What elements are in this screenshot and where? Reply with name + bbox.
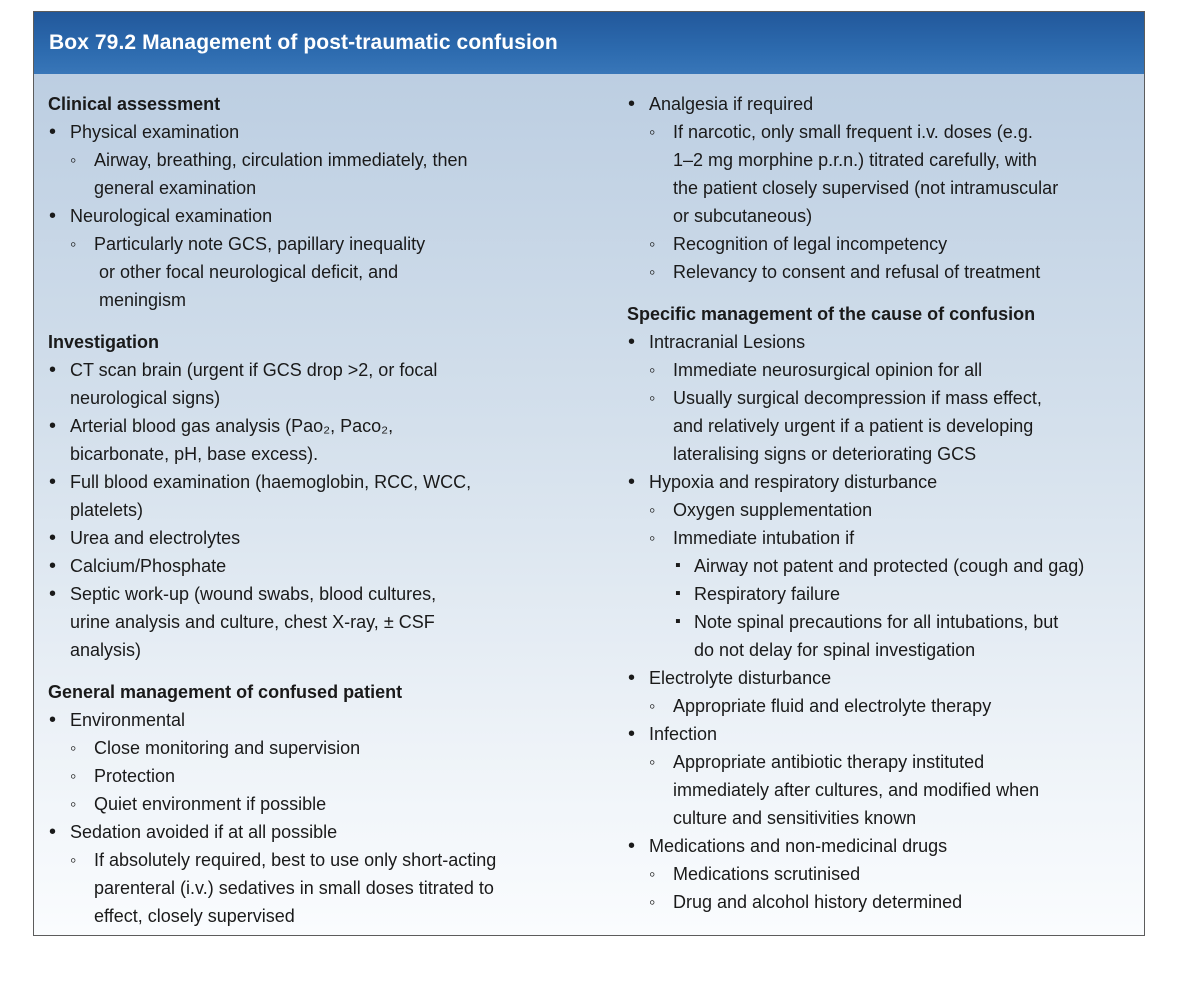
list-item: • Calcium/Phosphate [48, 552, 608, 580]
sub-list-item: ◦ Immediate neurosurgical opinion for all [627, 356, 1142, 384]
sub-list-item-continuation: or other focal neurological deficit, and [99, 262, 399, 282]
list-item: • Hypoxia and respiratory disturbance [627, 468, 1142, 496]
section-heading-specific-management: Specific management of the cause of confusion [627, 304, 1036, 324]
list-item-continuation: platelets) [70, 500, 144, 520]
sub-list-item-continuation: immediately after cultures, and modified when [673, 780, 1040, 800]
list-item: • Septic work-up (wound swabs, blood cultures, [48, 580, 608, 608]
list-item: • Medications and non-medicinal drugs [627, 832, 1142, 860]
list-item-continuation: analysis) [70, 640, 142, 660]
sub-list-item-continuation: culture and sensitivities known [673, 808, 917, 828]
list-item: • CT scan brain (urgent if GCS drop >2, or focal [48, 356, 608, 384]
section-heading-investigation: Investigation [48, 332, 160, 352]
list-item: • Neurological examination [48, 202, 608, 230]
sub-list-item-continuation: effect, closely supervised [94, 906, 295, 926]
sub-list-item-continuation: meningism [99, 290, 187, 310]
sub-list-item-continuation: and relatively urgent if a patient is developing [673, 416, 1034, 436]
right-column [627, 90, 1142, 916]
sub-list-item: ◦ Oxygen supplementation [627, 496, 1142, 524]
sub-list-item: ◦ Close monitoring and supervision [48, 734, 608, 762]
section-heading-general-management: General management of confused patient [48, 682, 403, 702]
sub-sub-list-item: ▪ Respiratory failure [627, 580, 1142, 608]
sub-sub-list-item: ▪ Note spinal precautions for all intubations, but [627, 608, 1142, 636]
sub-sub-list-item-continuation: do not delay for spinal investigation [694, 640, 976, 660]
sub-list-item: ◦ Drug and alcohol history determined [627, 888, 1142, 916]
sub-list-item: ◦ If narcotic, only small frequent i.v. doses (e.g. [627, 118, 1142, 146]
management-box [33, 11, 1145, 936]
section-heading-clinical: Clinical assessment [48, 94, 221, 114]
list-item: • Analgesia if required [627, 90, 1142, 118]
list-item-continuation: bicarbonate, pH, base excess). [70, 444, 319, 464]
sub-list-item: ◦ Medications scrutinised [627, 860, 1142, 888]
list-item: • Full blood examination (haemoglobin, RCC, WCC, [48, 468, 608, 496]
list-item: • Infection [627, 720, 1142, 748]
sub-list-item: ◦ Quiet environment if possible [48, 790, 608, 818]
sub-list-item: ◦ Appropriate antibiotic therapy instituted [627, 748, 1142, 776]
sub-list-item-continuation: or subcutaneous) [673, 206, 813, 226]
list-item-continuation: neurological signs) [70, 388, 221, 408]
sub-list-item: ◦ Airway, breathing, circulation immediately, then [48, 146, 608, 174]
sub-list-item: ◦ Immediate intubation if [627, 524, 1142, 552]
list-item: • Sedation avoided if at all possible [48, 818, 608, 846]
sub-list-item-continuation: the patient closely supervised (not intramuscular [673, 178, 1059, 198]
sub-list-item-continuation: general examination [94, 178, 257, 198]
sub-sub-list-item: ▪ Airway not patent and protected (cough and gag) [627, 552, 1142, 580]
list-item: • Intracranial Lesions [627, 328, 1142, 356]
sub-list-item: ◦ Protection [48, 762, 608, 790]
sub-list-item: ◦ Recognition of legal incompetency [627, 230, 1142, 258]
sub-list-item-continuation: parenteral (i.v.) sedatives in small doses titrated to [94, 878, 494, 898]
list-item: • Arterial blood gas analysis (Pao₂, Paco₂, [48, 412, 608, 440]
box-title: Box 79.2 Management of post-traumatic confusion [49, 31, 558, 54]
sub-list-item-continuation: lateralising signs or deteriorating GCS [673, 444, 977, 464]
left-column [48, 90, 608, 930]
list-item: • Physical examination [48, 118, 608, 146]
sub-list-item: ◦ Appropriate fluid and electrolyte therapy [627, 692, 1142, 720]
list-item: • Urea and electrolytes [48, 524, 608, 552]
sub-list-item: ◦ Particularly note GCS, papillary inequality [48, 230, 608, 258]
list-item: • Environmental [48, 706, 608, 734]
sub-list-item: ◦ Usually surgical decompression if mass effect, [627, 384, 1142, 412]
sub-list-item: ◦ Relevancy to consent and refusal of treatment [627, 258, 1142, 286]
list-item: • Electrolyte disturbance [627, 664, 1142, 692]
sub-list-item: ◦ If absolutely required, best to use only short-acting [48, 846, 608, 874]
sub-list-item-continuation: 1–2 mg morphine p.r.n.) titrated carefully, with [673, 150, 1037, 170]
list-item-continuation: urine analysis and culture, chest X-ray, ± CSF [70, 612, 435, 632]
box-title-bar [34, 12, 1144, 74]
